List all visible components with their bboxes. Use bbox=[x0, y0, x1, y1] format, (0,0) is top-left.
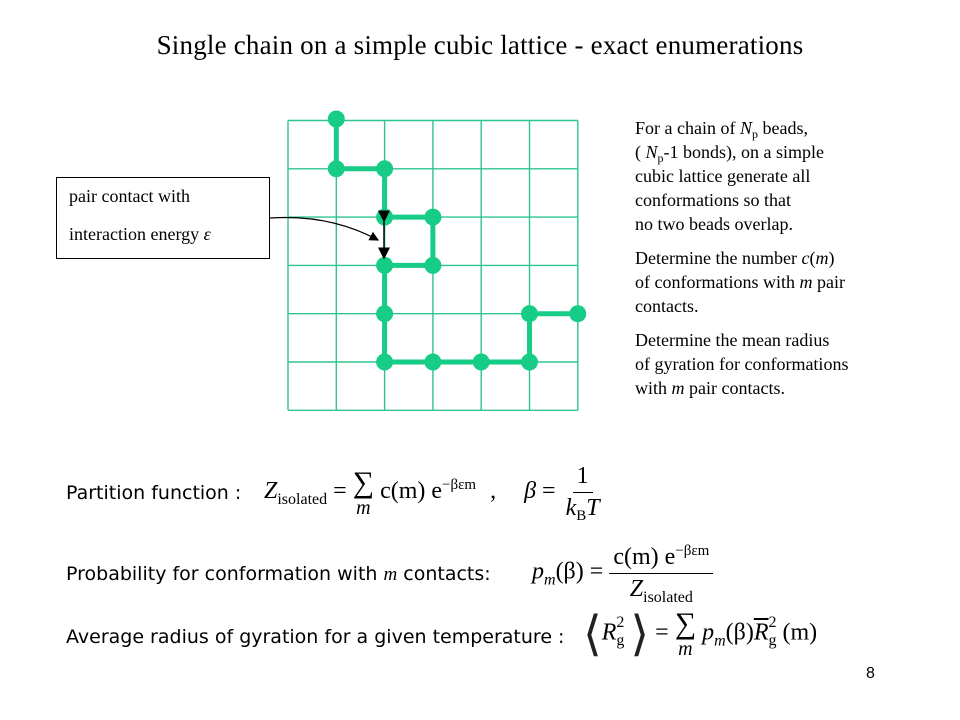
bead bbox=[328, 111, 345, 128]
chain-bonds bbox=[336, 119, 578, 362]
bead bbox=[424, 257, 441, 274]
bead bbox=[424, 209, 441, 226]
sum-symbol: ∑ m bbox=[352, 465, 375, 519]
partition-equation: $Z_{isolated}$ = ∑ m c(m) $e^{-\beta\varepsilon m}$ , β = $\frac{1}{k_BT}$ bbox=[264, 463, 604, 522]
bead bbox=[424, 354, 441, 371]
callout-leader bbox=[270, 217, 378, 240]
desc-paragraph-2: Determine the number c(m) of conformations with m pair contacts. bbox=[635, 248, 845, 316]
epsilon-symbol: ε bbox=[203, 224, 211, 244]
bead bbox=[376, 354, 393, 371]
bead bbox=[473, 354, 490, 371]
probability-equation: $p_m(\beta)$ = $\frac{c(m) e^{-\beta\varepsilon m}}{Z_{isolated}}$ bbox=[532, 543, 713, 603]
slide-title: Single chain on a simple cubic lattice - exact enumerations bbox=[156, 30, 804, 60]
beta-fraction: $\frac{1}{k_BT}$ bbox=[565, 463, 600, 524]
desc-paragraph-3: Determine the mean radius of gyration for conformations with m pair contacts. bbox=[635, 330, 849, 398]
description-text bbox=[635, 116, 935, 410]
gyration-equation: ⟨R 2 g ⟩ = ∑ m $p_m(\beta)\overline{R}$ 2 g (m) bbox=[583, 607, 818, 661]
bead bbox=[376, 257, 393, 274]
callout-line-2 bbox=[69, 224, 211, 245]
page-number: 8 bbox=[866, 665, 875, 682]
bead bbox=[521, 305, 538, 322]
probability-label: Probability for conformation with m contacts: bbox=[66, 563, 491, 585]
contact-callout bbox=[56, 177, 270, 259]
desc-paragraph-1: For a chain of $N_p$ beads, ( $N_p-1$ bonds), on a simple cubic lattice generate all conformations so that no two beads overlap. bbox=[635, 118, 824, 234]
chain-beads bbox=[328, 111, 587, 371]
bead bbox=[376, 160, 393, 177]
bead bbox=[376, 305, 393, 322]
gyration-label: Average radius of gyration for a given temperature : bbox=[66, 626, 565, 648]
callout-line-1: pair contact with bbox=[69, 186, 190, 206]
sum-symbol-2: ∑ m bbox=[674, 607, 697, 660]
bead bbox=[521, 354, 538, 371]
partition-label: Partition function : bbox=[66, 482, 242, 504]
bead bbox=[328, 160, 345, 177]
bead bbox=[569, 305, 586, 322]
callout-text: interaction energy bbox=[69, 224, 204, 244]
chain-path bbox=[336, 119, 578, 362]
